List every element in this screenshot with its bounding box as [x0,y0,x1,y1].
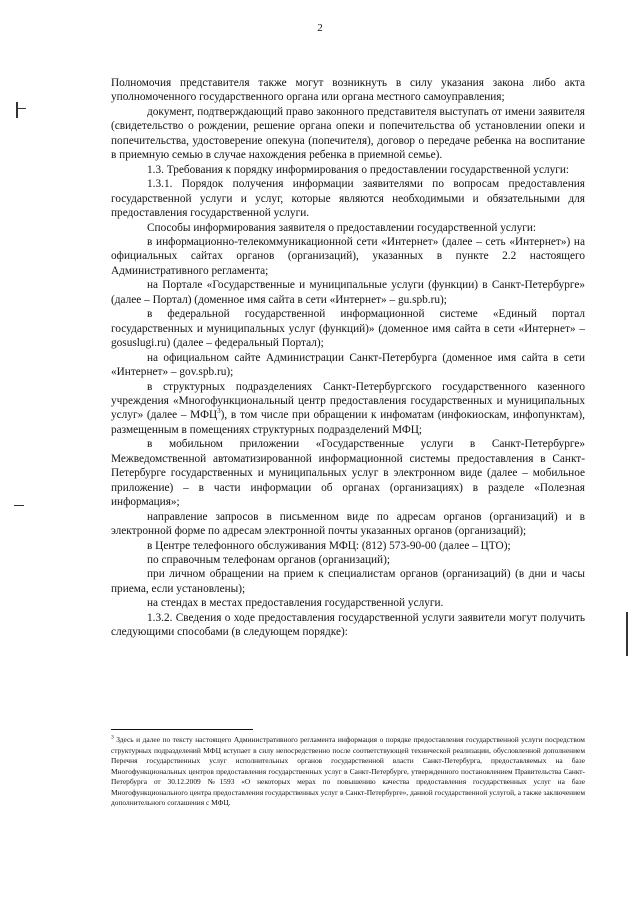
page-number: 2 [317,22,323,34]
list-item-mobile-app: в мобильном приложении «Государственные услуги в Санкт-Петербурге» Межведомственной автоматизированной информационной системы предоставления в Санкт-Петербурге государственных и муниципальных услуг в электронном виде (далее – мобильное приложение) – в части информации об органах (организациях) в разделе «Полезная информация»; [111,438,585,509]
scan-margin-mark [626,612,628,656]
list-item-mfc-text: в структурных подразделениях Санкт-Петербургского государственного казенного учреждения «Многофункциональный центр предоставления государственных и муниципальных услуг» (далее – МФЦ [111,380,585,422]
paragraph-methods-intro: Способы информирования заявителя о предоставлении государственной услуги: [147,221,537,234]
list-item-call-center: в Центре телефонного обслуживания МФЦ: (812) 573-90-00 (далее – ЦТО); [147,539,511,552]
list-item-gov-site: на официальном сайте Администрации Санкт-Петербурга (доменное имя сайта в сети «Интернет» – gov.spb.ru); [111,351,585,379]
scan-margin-mark [14,505,24,506]
footnote-divider [111,729,253,730]
list-item-internet: в информационно-телекоммуникационной сети «Интернет» (далее – сеть «Интернет») на официальных сайтах органов (организаций), указанных в пункте 2.2 настоящего Административного регламента; [111,235,585,277]
list-item-mfc-text-after: ), в том числе при обращении к инфоматам (инфокиоскам, инфопунктам), размещенным в помещениях структурных подразделений МФЦ; [111,409,585,436]
subsection-1-3-2: 1.3.2. Сведения о ходе предоставления государственной услуги заявители могут получить следующими способами (в следующем порядке): [111,611,585,639]
list-item-portal: на Портале «Государственные и муниципальные услуги (функции) в Санкт-Петербурге» (далее – Портал) (доменное имя сайта в сети «Интернет» – gu.spb.ru); [111,279,585,306]
list-item-written-requests: направление запросов в письменном виде по адресам органов (организаций) и в электронной форме по адресам электронной почты указанных органов (организаций); [111,510,585,538]
document-body [111,76,585,640]
scan-margin-mark [18,108,26,109]
footnote-3 [111,735,585,809]
list-item-stands: на стендах в местах предоставления государственной услуги. [147,597,444,610]
paragraph-2: документ, подтверждающий право законного представителя выступать от имени заявителя (свидетельство о рождении, решение органа опеки и попечительства об установлении опеки и попечительства, удостоверение опекуна (попечителя), договор о передаче ребенка на воспитание в приемную семью в случае нахождения ребенка в приемной семье). [111,105,585,162]
footnote-text: Здесь и далее по тексту настоящего Административного регламента информация о порядке предоставления государственной услуги посредством структурных подразделений МФЦ вступает в силу непосредственно после соответствующей технической реализации, обусловленной дополнением Перечня государственных услуг исполнительных органов государственной власти Санкт-Петербурга, предоставляемых на базе Многофункциональных центров предоставления государственных услуг в Санкт-Петербурге, утвержденного постановлением Правительства Санкт-Петербурга от 30.12.2009 №1593 «О некоторых мерах по повышению качества предоставления государственных услуг на базе Многофункционального центра предоставления государственных услуг в Санкт-Петербурге», данной государственной услугой, а также заключением дополнительного соглашения с МФЦ. [111,735,585,807]
list-item-mfc [111,380,585,438]
scan-margin-mark [16,102,18,118]
footnote-ref-3[interactable]: 3 [217,407,221,416]
subsection-1-3-1: 1.3.1. Порядок получения информации заявителями по вопросам предоставления государственной услуги и услуг, которые являются необходимыми и обязательными для предоставления государственной услуги. [111,178,585,220]
paragraph-1: Полномочия представителя также могут возникнуть в силу указания закона либо акта уполномоченного государственного органа или органа местного самоуправления; [111,77,585,104]
section-heading-1-3: 1.3. Требования к порядку информирования о предоставлении государственной услуги: [147,163,570,176]
list-item-reference-phones: по справочным телефонам органов (организаций); [147,553,390,566]
list-item-federal-portal: в федеральной государственной информационной системе «Единый портал государственных и муниципальных услуг (функций)» (доменное имя сайта в сети «Интернет» – gosuslugi.ru) (далее – федеральный Портал); [111,308,585,350]
footnote-marker: 3 [111,734,114,741]
list-item-personal-visit: при личном обращении на прием к специалистам органов (организаций) (в дни и часы приема, если установлены); [111,568,585,595]
